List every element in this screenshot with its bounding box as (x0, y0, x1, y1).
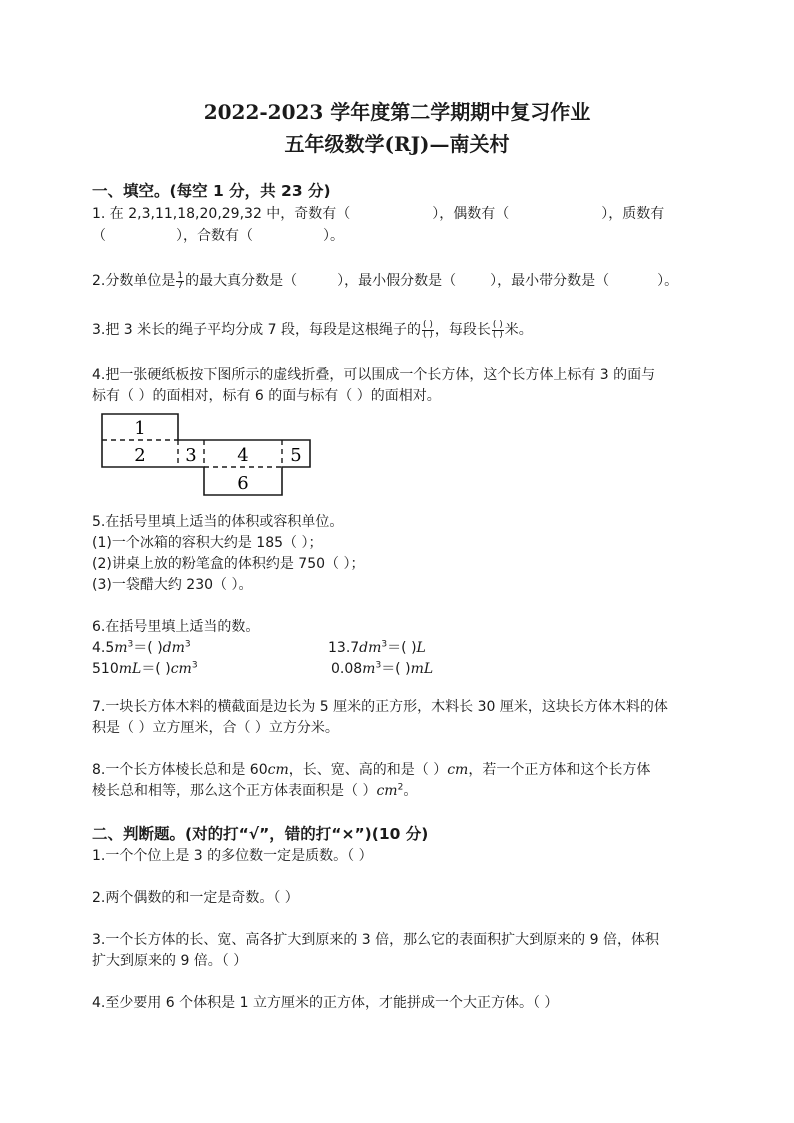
judge-question-3-line-1: 3.一个长方体的长、宽、高各扩大到原来的 3 倍，那么它的表面积扩大到原来的 9 倍，体积 (92, 932, 659, 948)
q6-item3-value: 510 (92, 661, 119, 677)
q2-text-d: ），最小带分数是（ (490, 273, 610, 289)
q2-text-a: 2.分数单位是 (92, 273, 176, 289)
cuboid-net-diagram (100, 410, 314, 500)
q3-text-a: 3.把 3 米长的绳子平均分成 7 段，每段是这根绳子的 (92, 322, 421, 338)
q3-fraction-2[interactable] (492, 321, 504, 340)
q8-unit-1: cm (267, 762, 289, 778)
net-face-6: 6 (237, 473, 249, 494)
q3-frac2-den: ( ) (492, 329, 503, 340)
document-subtitle: 五年级数学(RJ)—南关村 (284, 132, 510, 156)
question-1-line-2 (92, 226, 344, 246)
q6-item2-exp: 3 (381, 639, 388, 650)
q2-fraction (176, 272, 184, 291)
question-2 (92, 271, 678, 291)
q8-text-c: ，若一个正方体和这个长方体 (468, 762, 651, 778)
question-4-line-1: 4.把一张硬纸板按下图所示的虚线折叠，可以围成一个长方体，这个长方体上标有 3 的面与 (92, 367, 656, 383)
question-5-line-3: (2)讲桌上放的粉笔盒的体积约是 750（ ）； (92, 556, 365, 572)
q3-frac1-den: ( ) (422, 329, 433, 340)
q8-exp: 2 (397, 782, 404, 793)
q6-item2-value: 13.7 (328, 640, 360, 656)
question-6-line-1: 6.在括号里填上适当的数。 (92, 619, 260, 635)
document-title: 2022-2023 学年度第二学期期中复习作业 (203, 100, 591, 124)
q2-text-e: ）。 (657, 273, 679, 289)
judge-question-1: 1.一个个位上是 3 的多位数一定是质数。（ ） (92, 848, 373, 864)
section-2-heading: 二、判断题。(对的打“√”，错的打“×”)(10 分) (92, 825, 429, 843)
q6-item3-unit1: mL (118, 661, 142, 677)
q3-frac2-num: ( ) (492, 319, 503, 330)
q2-frac-den: 7 (177, 280, 184, 291)
q6-item2-unit1: dm (359, 640, 382, 656)
net-face-4: 4 (237, 445, 249, 466)
q6-item3-exp: 3 (191, 660, 198, 671)
q6-item1-exp2: 3 (184, 639, 191, 650)
q6-item4-value: 0.08 (331, 661, 363, 677)
q6-item2-blank[interactable]: ＝( ) (387, 640, 417, 656)
question-7-line-1: 7.一块长方体木料的横截面是边长为 5 厘米的正方形，木料长 30 厘米，这块长方体木料的体 (92, 699, 668, 715)
q3-frac1-num: ( ) (422, 319, 433, 330)
q6-item1-value: 4.5 (92, 640, 115, 656)
q3-text-b: ，每段长 (434, 322, 491, 338)
q6-item3-unit2: cm (170, 661, 192, 677)
q2-text-c: ），最小假分数是（ (337, 273, 457, 289)
judge-question-3-line-2: 扩大到原来的 9 倍。（ ） (92, 953, 248, 969)
q8-text-e: 。 (403, 783, 418, 799)
q6-item1-unit2: dm (162, 640, 185, 656)
q6-item4-blank[interactable]: ＝( ) (381, 661, 411, 677)
q3-fraction-1[interactable] (422, 321, 434, 340)
q6-item1-unit1: m (114, 640, 128, 656)
q1-text-d: （ (92, 228, 106, 244)
net-face-3: 3 (185, 445, 197, 466)
q6-item4-unit2: mL (410, 661, 434, 677)
q6-item1-exp1: 3 (127, 639, 134, 650)
question-6-item-1 (92, 638, 191, 658)
question-1-line-1 (92, 204, 664, 224)
q8-text-a: 8.一个长方体棱长总和是 60 (92, 762, 268, 778)
q6-item2-unit2: L (416, 640, 426, 656)
q6-item4-exp: 3 (375, 660, 382, 671)
question-5-line-1: 5.在括号里填上适当的体积或容积单位。 (92, 514, 344, 530)
question-4-line-2: 标有（ ）的面相对，标有 6 的面与标有（ ）的面相对。 (92, 388, 441, 404)
question-7-line-2: 积是（ ）立方厘米，合（ ）立方分米。 (92, 720, 339, 736)
q8-text-d: 棱长总和相等，那么这个正方体表面积是（ ） (92, 783, 377, 799)
q1-text-e: ），合数有（ (176, 228, 253, 244)
q1-text-b: ），偶数有（ (432, 206, 510, 222)
q8-text-b: ，长、宽、高的和是（ ） (288, 762, 448, 778)
q8-unit-3: cm (376, 783, 398, 799)
question-6-item-4 (331, 659, 433, 679)
q3-text-c: 米。 (504, 322, 533, 338)
question-6-item-3 (92, 659, 198, 679)
question-3 (92, 320, 533, 340)
q6-item1-blank[interactable]: ＝( ) (133, 640, 163, 656)
q2-text-b: 的最大真分数是（ (185, 273, 298, 289)
q6-item3-blank[interactable]: ＝( ) (141, 661, 171, 677)
net-face-5: 5 (290, 445, 302, 466)
net-face-2: 2 (134, 445, 146, 466)
section-1-heading: 一、填空。(每空 1 分，共 23 分) (92, 182, 331, 200)
judge-question-2: 2.两个偶数的和一定是奇数。（ ） (92, 890, 299, 906)
q1-text-f: ）。 (323, 228, 344, 244)
question-6-item-2 (328, 638, 426, 658)
q1-text-a: 1. 在 2,3,11,18,20,29,32 中，奇数有（ (92, 206, 351, 222)
question-5-line-4: (3)一袋醋大约 230（ ）。 (92, 577, 253, 593)
question-8-line-1 (92, 760, 650, 780)
q6-item4-unit1: m (362, 661, 376, 677)
question-5-line-2: (1)一个冰箱的容积大约是 185（ ）； (92, 535, 323, 551)
judge-question-4: 4.至少要用 6 个体积是 1 立方厘米的正方体，才能拼成一个大正方体。（ ） (92, 995, 559, 1011)
q1-text-c: ），质数有 (601, 206, 665, 222)
net-face-1: 1 (134, 418, 146, 439)
q8-unit-2: cm (447, 762, 469, 778)
question-8-line-2 (92, 781, 417, 801)
q2-frac-num: 1 (177, 270, 184, 281)
